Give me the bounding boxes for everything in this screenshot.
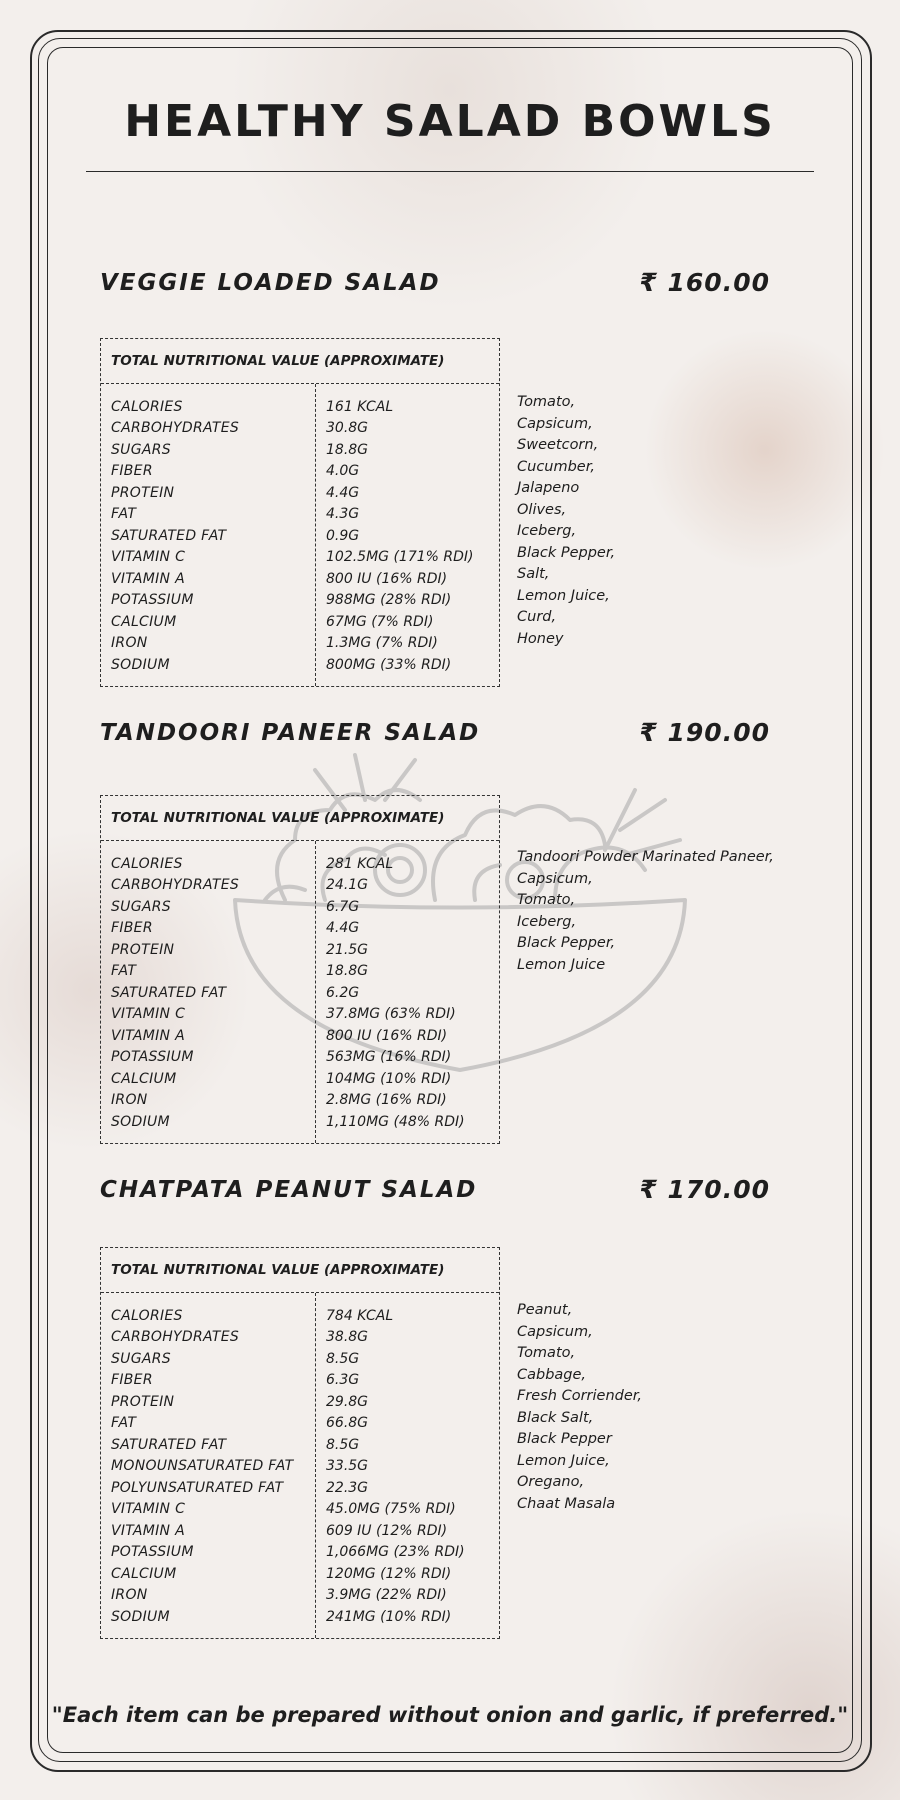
nutrition-row bbox=[101, 396, 499, 418]
nutrient-value: 1,066MG (23% RDI) bbox=[326, 1544, 465, 1561]
salad-price: ₹ 160.00 bbox=[639, 268, 770, 297]
nutrient-label: IRON bbox=[111, 1092, 148, 1109]
nutrient-label: FAT bbox=[111, 506, 137, 523]
ingredient-item: Capsicum, bbox=[517, 870, 593, 887]
nutrition-row bbox=[101, 461, 499, 483]
nutrient-value: 21.5G bbox=[326, 941, 369, 958]
nutrient-label: CARBOHYDRATES bbox=[111, 420, 240, 437]
nutrient-label: CALCIUM bbox=[111, 1565, 177, 1582]
nutrient-value: 24.1G bbox=[326, 877, 369, 894]
nutrient-label: SUGARS bbox=[111, 441, 171, 458]
salad-price: ₹ 190.00 bbox=[639, 718, 770, 747]
ingredient-item: Oregano, bbox=[517, 1474, 585, 1490]
nutrition-row bbox=[101, 547, 499, 569]
nutrition-table bbox=[100, 795, 500, 1144]
nutrition-row bbox=[101, 875, 499, 897]
nutrient-value: 67MG (7% RDI) bbox=[326, 613, 434, 630]
nutrient-value: 4.3G bbox=[326, 506, 360, 523]
nutrient-value: 563MG (16% RDI) bbox=[326, 1049, 452, 1066]
nutrient-label: CARBOHYDRATES bbox=[111, 877, 240, 894]
nutrition-row bbox=[101, 1499, 499, 1521]
nutrient-value: 241MG (10% RDI) bbox=[326, 1608, 452, 1625]
nutrition-row bbox=[101, 1585, 499, 1607]
nutrient-value: 6.3G bbox=[326, 1372, 360, 1389]
nutrient-label: SODIUM bbox=[111, 656, 170, 673]
nutrient-value: 18.8G bbox=[326, 441, 369, 458]
nutrient-value: 18.8G bbox=[326, 963, 369, 980]
nutrient-value: 988MG (28% RDI) bbox=[326, 592, 452, 609]
ingredient-item: Lemon Juice, bbox=[517, 1452, 610, 1469]
nutrition-row bbox=[101, 1327, 499, 1349]
ingredient-item: Tomato, bbox=[517, 1345, 576, 1361]
nutrient-value: 4.4G bbox=[326, 484, 360, 501]
ingredient-item: Lemon Juice bbox=[517, 956, 606, 973]
nutrient-value: 281 KCAL bbox=[326, 855, 394, 872]
nutrition-row bbox=[101, 1477, 499, 1499]
nutrient-label: VITAMIN A bbox=[111, 1522, 185, 1539]
nutrient-label: FIBER bbox=[111, 1372, 153, 1389]
nutrient-label: MONOUNSATURATED FAT bbox=[111, 1458, 294, 1475]
nutrient-label: POTASSIUM bbox=[111, 592, 194, 609]
nutrition-row bbox=[101, 654, 499, 676]
nutrition-row bbox=[101, 590, 499, 612]
ingredient-item: Tomato, bbox=[517, 394, 576, 410]
nutrition-row bbox=[101, 982, 499, 1004]
ingredient-item: Chaat Masala bbox=[517, 1495, 616, 1512]
ingredient-item: Salt, bbox=[517, 566, 550, 582]
ingredient-item: Jalapeno bbox=[517, 480, 580, 496]
ingredient-item: Capsicum, bbox=[517, 415, 593, 432]
nutrient-value: 3.9MG (22% RDI) bbox=[326, 1587, 447, 1604]
salad-name: VEGGIE LOADED SALAD bbox=[100, 270, 441, 296]
nutrient-label: PROTEIN bbox=[111, 484, 175, 501]
ingredient-item: Cabbage, bbox=[517, 1366, 587, 1383]
salad-header bbox=[100, 270, 820, 310]
ingredient-item: Black Pepper bbox=[517, 1431, 612, 1447]
nutrient-label: SATURATED FAT bbox=[111, 1436, 227, 1453]
nutrient-value: 800 IU (16% RDI) bbox=[326, 1027, 448, 1044]
nutrient-label: PROTEIN bbox=[111, 1393, 175, 1410]
nutrient-label: SODIUM bbox=[111, 1113, 170, 1130]
nutrition-row bbox=[101, 1413, 499, 1435]
nutrition-row bbox=[101, 1456, 499, 1478]
nutrition-title: TOTAL NUTRITIONAL VALUE (APPROXIMATE) bbox=[101, 1248, 499, 1293]
nutrient-label: SODIUM bbox=[111, 1608, 170, 1625]
nutrition-table bbox=[100, 1247, 500, 1639]
nutrient-value: 0.9G bbox=[326, 527, 360, 544]
ingredient-item: Black Salt, bbox=[517, 1409, 594, 1426]
nutrition-table bbox=[100, 338, 500, 687]
ingredient-item: Black Pepper, bbox=[517, 544, 616, 561]
nutrient-value: 161 KCAL bbox=[326, 398, 394, 415]
ingredient-item: Curd, bbox=[517, 609, 557, 625]
salad-section bbox=[100, 268, 820, 673]
nutrition-row bbox=[101, 418, 499, 440]
nutrient-label: VITAMIN C bbox=[111, 1006, 186, 1023]
ingredient-item: Honey bbox=[517, 630, 564, 647]
nutrient-value: 102.5MG (171% RDI) bbox=[326, 549, 474, 566]
nutrient-value: 784 KCAL bbox=[326, 1307, 394, 1324]
nutrient-value: 45.0MG (75% RDI) bbox=[326, 1501, 456, 1518]
nutrition-row bbox=[101, 1520, 499, 1542]
nutrient-label: SATURATED FAT bbox=[111, 984, 227, 1001]
nutrient-label: POTASSIUM bbox=[111, 1544, 194, 1561]
nutrition-row bbox=[101, 568, 499, 590]
nutrient-label: IRON bbox=[111, 1587, 148, 1604]
nutrition-row bbox=[101, 611, 499, 633]
nutrition-row bbox=[101, 482, 499, 504]
nutrition-title: TOTAL NUTRITIONAL VALUE (APPROXIMATE) bbox=[101, 339, 499, 384]
nutrient-value: 1.3MG (7% RDI) bbox=[326, 635, 438, 652]
nutrition-row bbox=[101, 1305, 499, 1327]
nutrition-title: TOTAL NUTRITIONAL VALUE (APPROXIMATE) bbox=[101, 796, 499, 841]
nutrition-row bbox=[101, 1542, 499, 1564]
nutrition-row bbox=[101, 633, 499, 655]
nutrient-value: 66.8G bbox=[326, 1415, 369, 1432]
salad-header bbox=[100, 720, 820, 760]
nutrient-label: CARBOHYDRATES bbox=[111, 1329, 240, 1346]
salad-price: ₹ 170.00 bbox=[639, 1175, 770, 1204]
nutrient-label: IRON bbox=[111, 635, 148, 652]
nutrient-label: FIBER bbox=[111, 920, 153, 937]
nutrition-row bbox=[101, 918, 499, 940]
nutrient-value: 38.8G bbox=[326, 1329, 369, 1346]
nutrient-label: VITAMIN C bbox=[111, 549, 186, 566]
nutrient-value: 4.0G bbox=[326, 463, 360, 480]
nutrition-row bbox=[101, 1370, 499, 1392]
nutrient-label: SUGARS bbox=[111, 898, 171, 915]
nutrition-row bbox=[101, 1025, 499, 1047]
title-divider bbox=[86, 171, 814, 172]
menu-title: HEALTHY SALAD BOWLS bbox=[124, 96, 776, 147]
nutrient-value: 4.4G bbox=[326, 920, 360, 937]
nutrient-value: 6.7G bbox=[326, 898, 360, 915]
nutrition-row bbox=[101, 1047, 499, 1069]
ingredient-item: Iceberg, bbox=[517, 523, 577, 539]
nutrient-value: 37.8MG (63% RDI) bbox=[326, 1006, 456, 1023]
nutrient-label: POTASSIUM bbox=[111, 1049, 194, 1066]
nutrient-label: VITAMIN A bbox=[111, 570, 185, 587]
nutrient-value: 2.8MG (16% RDI) bbox=[326, 1092, 447, 1109]
nutrient-value: 8.5G bbox=[326, 1350, 360, 1367]
nutrient-label: VITAMIN C bbox=[111, 1501, 186, 1518]
nutrient-label: CALCIUM bbox=[111, 613, 177, 630]
nutrient-value: 800 IU (16% RDI) bbox=[326, 570, 448, 587]
footer-note: "Each item can be prepared without onion and garlic, if preferred." bbox=[51, 1703, 849, 1727]
ingredient-item: Sweetcorn, bbox=[517, 437, 599, 453]
nutrient-label: FAT bbox=[111, 1415, 137, 1432]
nutrient-label: CALCIUM bbox=[111, 1070, 177, 1087]
nutrition-row bbox=[101, 961, 499, 983]
nutrient-label: CALORIES bbox=[111, 398, 183, 415]
nutrient-value: 6.2G bbox=[326, 984, 360, 1001]
ingredients-list bbox=[517, 847, 774, 976]
nutrition-row bbox=[101, 853, 499, 875]
salad-header bbox=[100, 1177, 820, 1217]
nutrient-label: FAT bbox=[111, 963, 137, 980]
nutrition-row bbox=[101, 504, 499, 526]
nutrient-value: 33.5G bbox=[326, 1458, 369, 1475]
nutrient-label: SUGARS bbox=[111, 1350, 171, 1367]
nutrition-row bbox=[101, 439, 499, 461]
nutrient-label: VITAMIN A bbox=[111, 1027, 185, 1044]
salad-name: TANDOORI PANEER SALAD bbox=[100, 720, 481, 746]
ingredient-item: Olives, bbox=[517, 501, 567, 518]
ingredients-list bbox=[517, 1300, 642, 1515]
nutrient-label: POLYUNSATURATED FAT bbox=[111, 1479, 284, 1496]
ingredient-item: Tomato, bbox=[517, 892, 576, 908]
nutrition-row bbox=[101, 1090, 499, 1112]
ingredient-item: Cucumber, bbox=[517, 458, 595, 475]
nutrient-value: 1,110MG (48% RDI) bbox=[326, 1113, 465, 1130]
nutrient-label: CALORIES bbox=[111, 1307, 183, 1324]
nutrition-row bbox=[101, 1606, 499, 1628]
nutrient-value: 30.8G bbox=[326, 420, 369, 437]
nutrient-label: PROTEIN bbox=[111, 941, 175, 958]
nutrition-row bbox=[101, 939, 499, 961]
nutrition-row bbox=[101, 1434, 499, 1456]
salad-section bbox=[100, 718, 820, 1130]
nutrition-row bbox=[101, 1004, 499, 1026]
nutrient-value: 120MG (12% RDI) bbox=[326, 1565, 452, 1582]
nutrition-row bbox=[101, 1111, 499, 1133]
nutrition-row bbox=[101, 525, 499, 547]
ingredient-item: Capsicum, bbox=[517, 1323, 593, 1340]
salad-name: CHATPATA PEANUT SALAD bbox=[100, 1177, 478, 1203]
nutrient-label: CALORIES bbox=[111, 855, 183, 872]
nutrition-row bbox=[101, 896, 499, 918]
nutrition-row bbox=[101, 1348, 499, 1370]
ingredient-item: Peanut, bbox=[517, 1302, 573, 1318]
ingredient-item: Fresh Corriender, bbox=[517, 1388, 642, 1404]
nutrient-value: 22.3G bbox=[326, 1479, 369, 1496]
nutrition-row bbox=[101, 1391, 499, 1413]
nutrient-value: 609 IU (12% RDI) bbox=[326, 1522, 448, 1539]
nutrient-value: 800MG (33% RDI) bbox=[326, 656, 452, 673]
nutrient-label: FIBER bbox=[111, 463, 153, 480]
ingredient-item: Tandoori Powder Marinated Paneer, bbox=[517, 849, 774, 865]
nutrient-value: 8.5G bbox=[326, 1436, 360, 1453]
nutrition-row bbox=[101, 1068, 499, 1090]
ingredient-item: Black Pepper, bbox=[517, 935, 616, 951]
nutrient-value: 29.8G bbox=[326, 1393, 369, 1410]
ingredient-item: Lemon Juice, bbox=[517, 587, 610, 604]
ingredients-list bbox=[517, 392, 615, 650]
nutrient-value: 104MG (10% RDI) bbox=[326, 1070, 452, 1087]
nutrition-row bbox=[101, 1563, 499, 1585]
nutrient-label: SATURATED FAT bbox=[111, 527, 227, 544]
ingredient-item: Iceberg, bbox=[517, 913, 577, 930]
salad-section bbox=[100, 1175, 820, 1625]
